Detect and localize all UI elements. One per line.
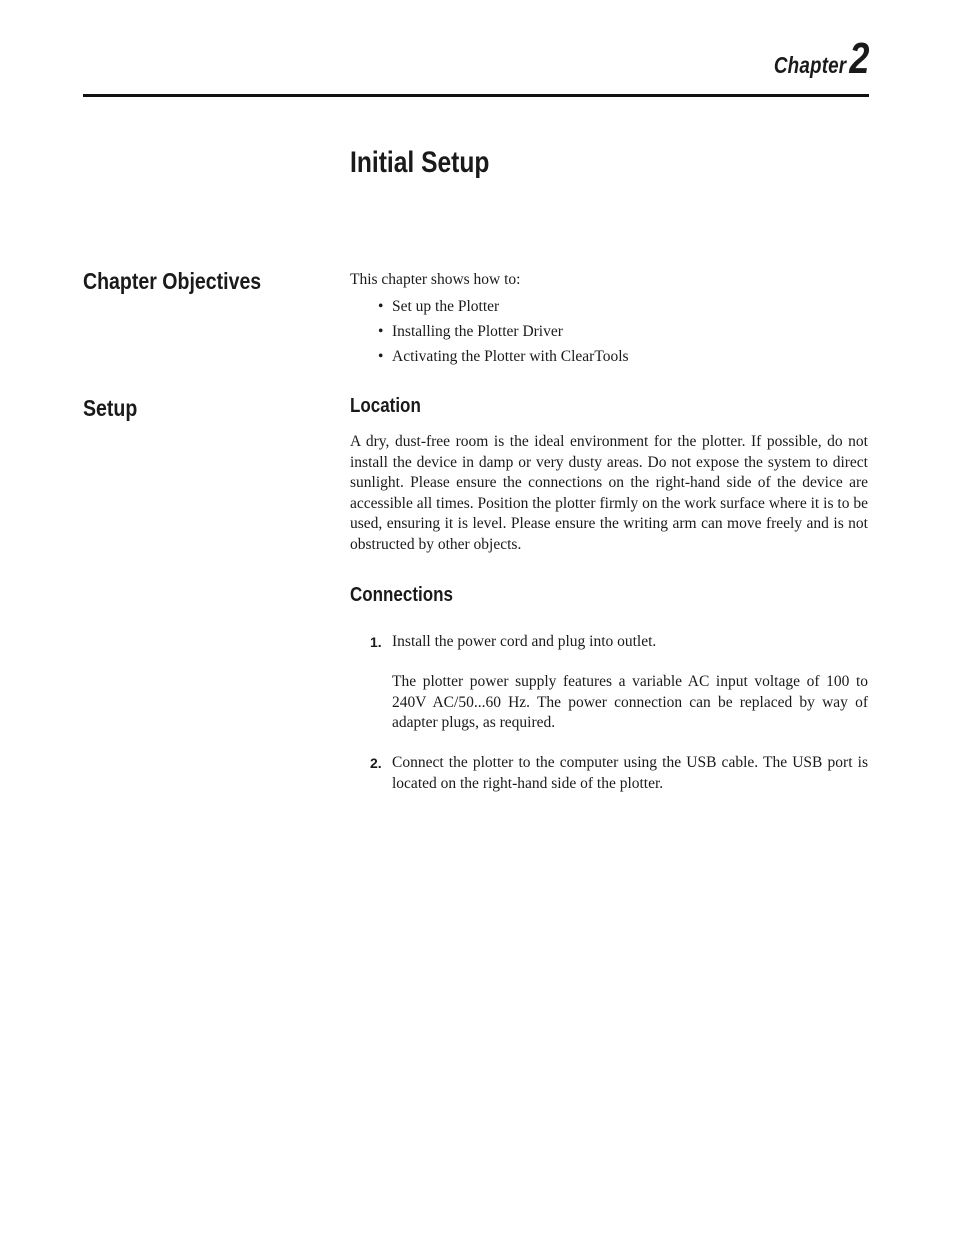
connections-heading: Connections <box>350 584 453 606</box>
objective-text: Set up the Plotter <box>392 298 500 315</box>
chapter-label: Chapter <box>774 52 847 78</box>
objectives-list <box>378 294 629 369</box>
step-text: Install the power cord and plug into outlet. <box>392 633 657 650</box>
step-detail: The plotter power supply features a variable AC input voltage of 100 to 240V AC/50...60 Hz. The power connection can be replaced by way of adapter plugs, as required. <box>392 673 868 731</box>
list-item: • Set up the Plotter <box>378 298 500 315</box>
header-rule <box>83 94 869 97</box>
chapter-objectives-heading: Chapter Objectives <box>83 268 262 294</box>
location-heading: Location <box>350 395 421 417</box>
location-body: A dry, dust-free room is the ideal environment for the plotter. If possible, do not install the device in damp or very dusty areas. Do not expose the system to direct sunlight. Please ensure the connections on the right-hand side of the device are accessible all times. Position the plotter firmly on the work surface where it is to be used, ensuring it is level. Please ensure the writing arm can move freely and is not obstructed by other objects. <box>350 433 868 553</box>
step-number: 2. <box>370 755 382 771</box>
setup-heading: Setup <box>83 395 138 421</box>
step-text: Connect the plotter to the computer using the USB cable. The USB port is located on the right-hand side of the plotter. <box>392 754 868 792</box>
list-item: • Installing the Plotter Driver <box>378 323 563 340</box>
list-item: • Activating the Plotter with ClearTools <box>378 348 629 365</box>
page-title: Initial Setup <box>350 146 490 179</box>
objectives-intro: This chapter shows how to: <box>350 271 521 288</box>
chapter-header <box>758 34 869 84</box>
objective-text: Installing the Plotter Driver <box>392 323 563 340</box>
objective-text: Activating the Plotter with ClearTools <box>392 348 629 365</box>
step-number: 1. <box>370 634 382 650</box>
chapter-number: 2 <box>848 34 869 83</box>
